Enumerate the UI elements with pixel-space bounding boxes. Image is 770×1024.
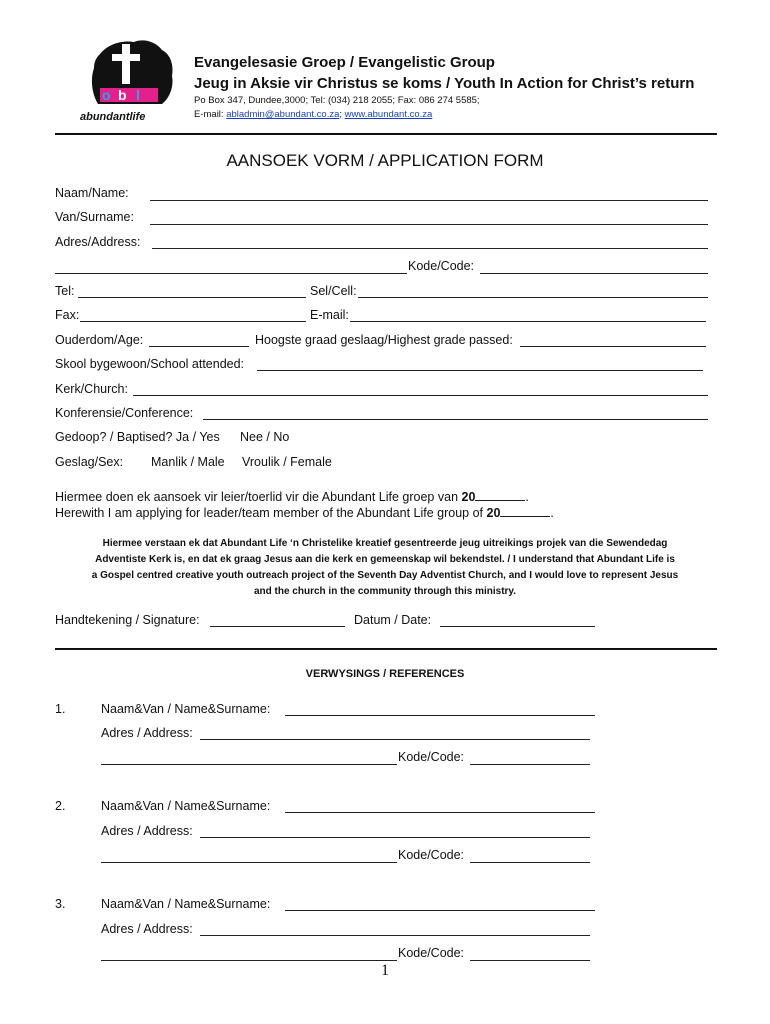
org-title: Evangelesasie Groep / Evangelistic Group bbox=[194, 54, 495, 71]
org-subtitle: Jeug in Aksie vir Christus se koms / Youth In Action for Christ’s return bbox=[194, 75, 695, 92]
reference-address-label: Adres / Address: bbox=[101, 824, 193, 838]
conference-field[interactable] bbox=[203, 419, 708, 420]
svg-text:b: b bbox=[118, 87, 127, 103]
code-label: Kode/Code: bbox=[408, 259, 475, 273]
abundant-life-logo bbox=[78, 36, 182, 126]
year-field-1[interactable] bbox=[475, 488, 525, 501]
svg-text:o: o bbox=[102, 87, 111, 103]
form-title: AANSOEK VORM / APPLICATION FORM bbox=[226, 151, 544, 170]
fax-field[interactable] bbox=[80, 321, 306, 322]
logo-text: abundantlife bbox=[80, 111, 146, 123]
reference-2-name-field[interactable] bbox=[285, 812, 595, 813]
reference-address-label: Adres / Address: bbox=[101, 726, 193, 740]
age-label: Ouderdom/Age: bbox=[55, 333, 144, 347]
separator: ; bbox=[339, 109, 345, 120]
reference-name-label: Naam&Van / Name&Surname: bbox=[101, 799, 271, 813]
reference-2-address-field[interactable] bbox=[200, 837, 590, 838]
reference-code-label: Kode/Code: bbox=[398, 946, 465, 960]
header-divider bbox=[55, 133, 717, 135]
declaration-line: Hiermee verstaan ek dat Abundant Life ‘n Christelike kreatief gesentreerde jeug uitreikings projek van die Sewendedag bbox=[102, 538, 668, 549]
references-divider bbox=[55, 648, 717, 650]
fax-label: Fax: bbox=[55, 308, 80, 322]
reference-number: 2. bbox=[55, 799, 66, 813]
reference-number: 3. bbox=[55, 897, 66, 911]
reference-code-label: Kode/Code: bbox=[398, 750, 465, 764]
gender-female-option[interactable]: Vroulik / Female bbox=[242, 455, 332, 469]
date-label: Datum / Date: bbox=[354, 613, 432, 627]
org-email-line bbox=[194, 109, 432, 120]
code-field[interactable] bbox=[480, 273, 708, 274]
email-link[interactable]: abladmin@abundant.co.za bbox=[226, 109, 340, 120]
address-field-2[interactable] bbox=[55, 273, 407, 274]
reference-1-code-field[interactable] bbox=[470, 764, 590, 765]
school-field[interactable] bbox=[257, 370, 703, 371]
declaration-line: Adventiste Kerk is, en dat ek graag Jesus aan die kerk en gemeenskap wil bekendstel. / I understand that Abundant Life is bbox=[95, 554, 675, 565]
surname-label: Van/Surname: bbox=[55, 210, 134, 224]
reference-code-label: Kode/Code: bbox=[398, 848, 465, 862]
grade-label: Hoogste graad geslaag/Highest grade passed: bbox=[255, 333, 513, 347]
svg-text:l: l bbox=[136, 87, 140, 103]
address-label: Adres/Address: bbox=[55, 235, 141, 249]
name-label: Naam/Name: bbox=[55, 186, 129, 200]
tel-field[interactable] bbox=[78, 297, 306, 298]
baptised-yes-option[interactable]: Gedoop? / Baptised? Ja / Yes bbox=[55, 430, 220, 444]
year-prefix-1: 20 bbox=[461, 490, 476, 504]
email-prefix: E-mail: bbox=[194, 109, 227, 120]
age-field[interactable] bbox=[149, 346, 249, 347]
declaration-line: a Gospel centred creative youth outreach project of the Seventh Day Adventist Church, and I would love to represent Jesus bbox=[91, 570, 679, 581]
declaration bbox=[50, 536, 720, 600]
reference-1-address-field-2[interactable] bbox=[101, 764, 397, 765]
declaration-line: and the church in the community through this ministry. bbox=[253, 586, 517, 597]
reference-name-label: Naam&Van / Name&Surname: bbox=[101, 897, 271, 911]
reference-number: 1. bbox=[55, 702, 66, 716]
reference-2-address-field-2[interactable] bbox=[101, 862, 397, 863]
application-text-1: Hiermee doen ek aansoek vir leier/toerlid vir die Abundant Life groep van bbox=[55, 490, 462, 504]
reference-3-address-field-2[interactable] bbox=[101, 960, 397, 961]
references-heading: VERWYSINGS / REFERENCES bbox=[305, 668, 465, 680]
church-label: Kerk/Church: bbox=[55, 382, 128, 396]
page-number: 1 bbox=[381, 962, 389, 979]
school-label: Skool bygewoon/School attended: bbox=[55, 357, 245, 371]
application-line-1: Hiermee doen ek aansoek vir leier/toerlid vir die Abundant Life groep van 20 . bbox=[55, 490, 529, 504]
reference-address-label: Adres / Address: bbox=[101, 922, 193, 936]
date-field[interactable] bbox=[440, 626, 595, 627]
year-prefix-2: 20 bbox=[486, 506, 501, 520]
reference-name-label: Naam&Van / Name&Surname: bbox=[101, 702, 271, 716]
reference-3-code-field[interactable] bbox=[470, 960, 590, 961]
gender-male-option[interactable]: Manlik / Male bbox=[151, 455, 225, 469]
name-field[interactable] bbox=[150, 200, 708, 201]
org-contact: Po Box 347, Dundee,3000; Tel: (034) 218 2055; Fax: 086 274 5585; bbox=[194, 95, 480, 106]
website-link[interactable]: www.abundant.co.za bbox=[344, 109, 433, 120]
cell-field[interactable] bbox=[358, 297, 708, 298]
signature-field[interactable] bbox=[210, 626, 345, 627]
surname-field[interactable] bbox=[150, 224, 708, 225]
email-label: E-mail: bbox=[310, 308, 349, 322]
reference-1-name-field[interactable] bbox=[285, 715, 595, 716]
application-line-2: Herewith I am applying for leader/team member of the Abundant Life group of 20 . bbox=[55, 506, 554, 520]
conference-label: Konferensie/Conference: bbox=[55, 406, 194, 420]
application-text-2: Herewith I am applying for leader/team member of the Abundant Life group of bbox=[55, 506, 487, 520]
year-field-2[interactable] bbox=[500, 504, 550, 517]
church-field[interactable] bbox=[133, 395, 708, 396]
email-field[interactable] bbox=[350, 321, 706, 322]
grade-field[interactable] bbox=[520, 346, 706, 347]
reference-3-address-field[interactable] bbox=[200, 935, 590, 936]
baptised-no-option[interactable]: Nee / No bbox=[240, 430, 290, 444]
reference-2-code-field[interactable] bbox=[470, 862, 590, 863]
signature-label: Handtekening / Signature: bbox=[55, 613, 200, 627]
gender-label: Geslag/Sex: bbox=[55, 455, 124, 469]
tel-label: Tel: bbox=[55, 284, 75, 298]
cell-label: Sel/Cell: bbox=[310, 284, 357, 298]
reference-3-name-field[interactable] bbox=[285, 910, 595, 911]
address-field[interactable] bbox=[152, 248, 708, 249]
reference-1-address-field[interactable] bbox=[200, 739, 590, 740]
